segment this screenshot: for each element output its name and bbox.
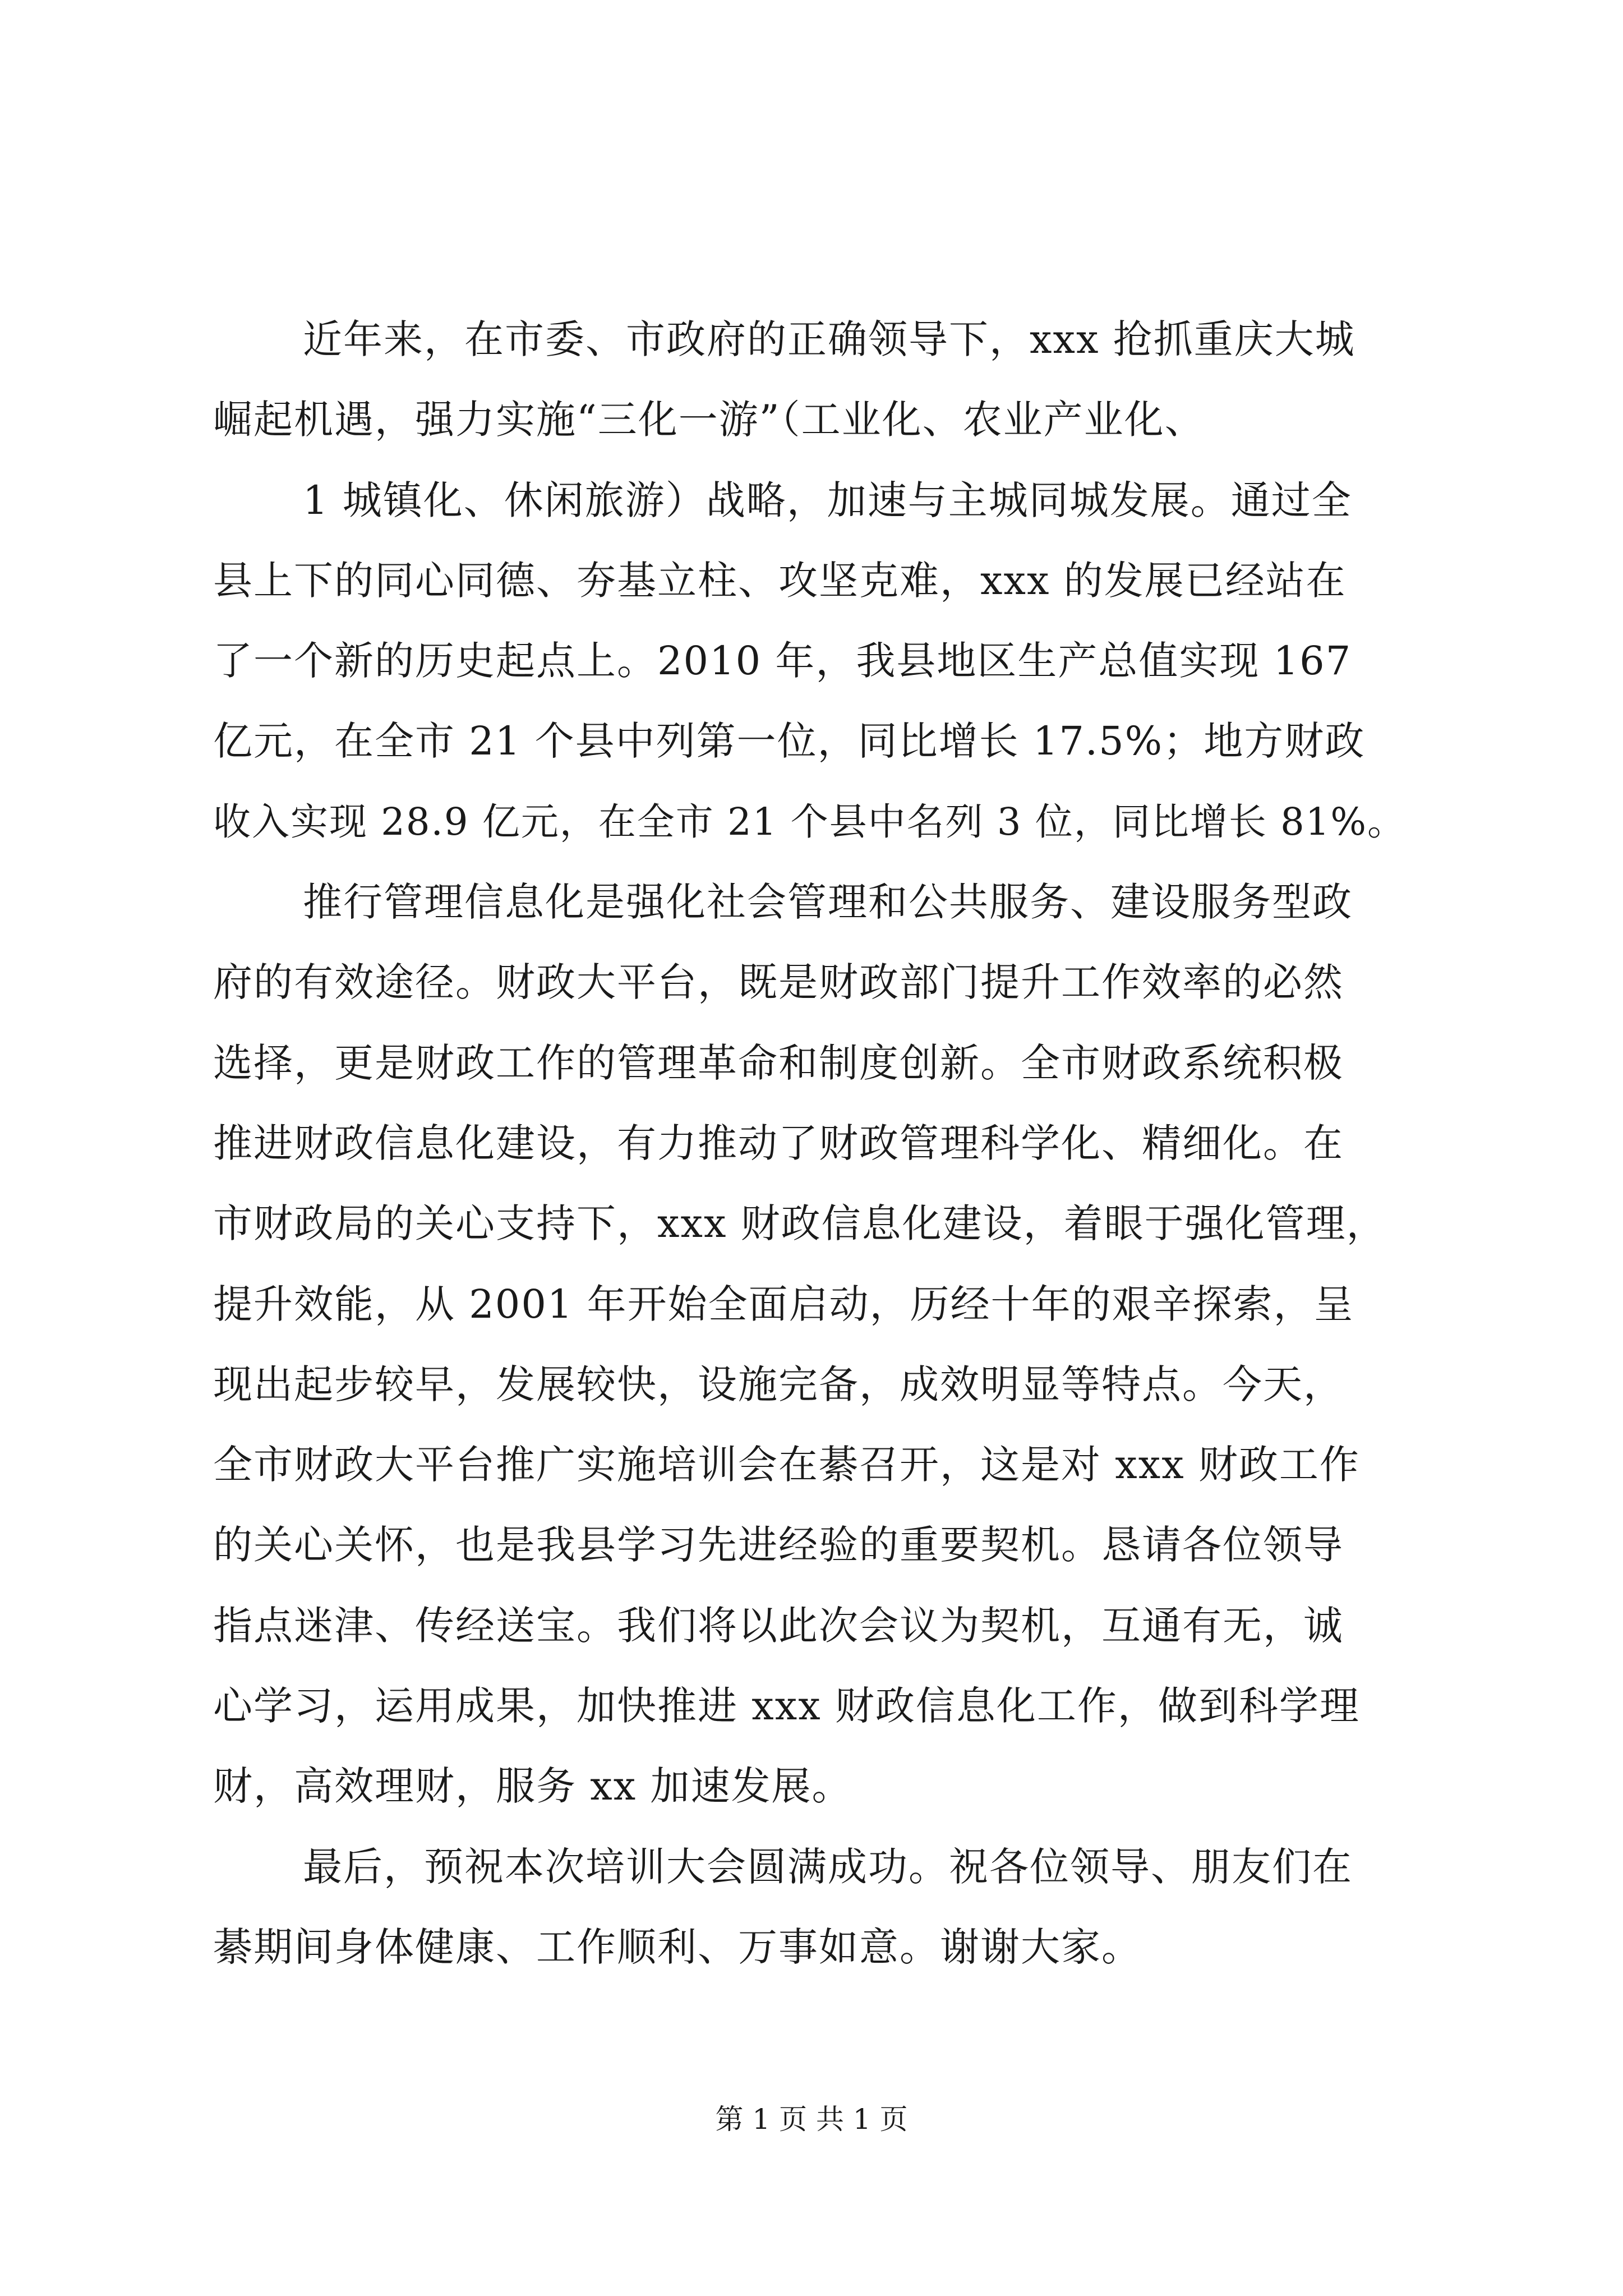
paragraph-2-line-11: 心学习，运用成果，加快推进 xxx 财政信息化工作，做到科学理 bbox=[213, 1683, 1360, 1729]
paragraph-1-line-4: 县上下的同心同德、夯基立柱、攻坚克难，xxx 的发展已经站在 bbox=[213, 558, 1347, 604]
paragraph-2-line-4: 推进财政信息化建设，有力推动了财政管理科学化、精细化。在 bbox=[213, 1120, 1344, 1166]
paragraph-1-line-3: 1 城镇化、休闲旅游）战略，加速与主城同城发展。通过全 bbox=[303, 477, 1352, 523]
paragraph-2-line-5: 市财政局的关心支持下，xxx 财政信息化建设，着眼于强化管理， bbox=[213, 1200, 1387, 1246]
paragraph-2-line-12: 财，高效理财，服务 xx 加速发展。 bbox=[213, 1763, 852, 1809]
page-footer: 第 1 页 共 1 页 bbox=[715, 2103, 908, 2136]
paragraph-1-line-7: 收入实现 28.9 亿元，在全市 21 个县中名列 3 位，同比增长 81%。 bbox=[213, 800, 1407, 844]
paragraph-2-line-3: 选择，更是财政工作的管理革命和制度创新。全市财政系统积极 bbox=[213, 1040, 1344, 1086]
paragraph-2-line-8: 全市财政大平台推广实施培训会在綦召开，这是对 xxx 财政工作 bbox=[213, 1442, 1360, 1488]
paragraph-1-line-6: 亿元，在全市 21 个县中列第一位，同比增长 17.5%；地方财政 bbox=[213, 718, 1366, 764]
paragraph-2-line-7: 现出起步较早，发展较快，设施完备，成效明显等特点。今天， bbox=[213, 1361, 1344, 1407]
paragraph-2-line-6: 提升效能，从 2001 年开始全面启动，历经十年的艰辛探索，呈 bbox=[213, 1281, 1354, 1327]
paragraph-2-line-9: 的关心关怀，也是我县学习先进经验的重要契机。恳请各位领导 bbox=[213, 1522, 1344, 1568]
paragraph-2-line-2: 府的有效途径。财政大平台，既是财政部门提升工作效率的必然 bbox=[213, 959, 1344, 1005]
paragraph-3-line-1: 最后，预祝本次培训大会圆满成功。祝各位领导、朋友们在 bbox=[303, 1844, 1353, 1890]
paragraph-1-line-5: 了一个新的历史起点上。2010 年，我县地区生产总值实现 167 bbox=[213, 638, 1352, 684]
paragraph-2-line-10: 指点迷津、传经送宝。我们将以此次会议为契机，互通有无，诚 bbox=[213, 1603, 1344, 1649]
paragraph-1-line-2: 崛起机遇，强力实施“三化一游”（工业化、农业产业化、 bbox=[213, 397, 1205, 443]
paragraph-1-line-1: 近年来，在市委、市政府的正确领导下，xxx 抢抓重庆大城 bbox=[303, 316, 1355, 362]
paragraph-2-line-1: 推行管理信息化是强化社会管理和公共服务、建设服务型政 bbox=[303, 879, 1353, 925]
paragraph-3-line-2: 綦期间身体健康、工作顺利、万事如意。谢谢大家。 bbox=[213, 1924, 1142, 1970]
